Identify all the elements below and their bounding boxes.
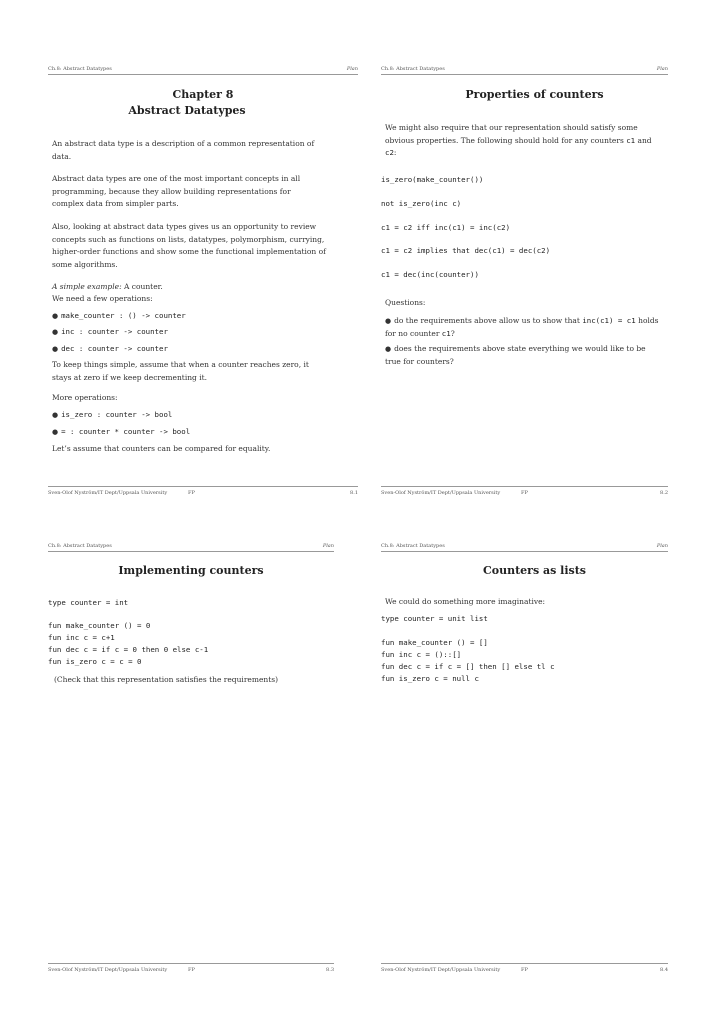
example-label: A simple example: xyxy=(52,282,122,291)
operation-signature: dec : counter -> counter xyxy=(61,344,168,353)
slide-header xyxy=(381,543,668,552)
slide-2 xyxy=(381,66,668,500)
inline-code: inc(c1) = c1 xyxy=(582,316,636,325)
footer-course: FP xyxy=(521,490,528,496)
operation-signature: inc : counter -> counter xyxy=(61,327,168,336)
paragraph: An abstract data type is a description of a common representation of data. xyxy=(52,139,315,161)
list-item xyxy=(52,310,186,323)
slide-header xyxy=(48,66,358,75)
slide-3 xyxy=(48,543,334,979)
code-line: fun is_zero c = c = 0 xyxy=(48,657,142,666)
page-number: 8.4 xyxy=(660,967,668,973)
operation-signature: = : counter * counter -> bool xyxy=(61,427,191,436)
slide-footer xyxy=(381,486,668,498)
slide-footer xyxy=(381,963,668,975)
bullet-icon: ● xyxy=(52,312,59,320)
questions-label: Questions: xyxy=(385,298,426,307)
code-line: is_zero(make_counter()) xyxy=(381,175,484,184)
intro-text: We might also require that our representation should satisfy some obvious properties. The following should hold for any counters xyxy=(385,123,638,145)
example-line xyxy=(52,281,322,294)
code-line: fun make_counter () = [] xyxy=(381,638,488,647)
paragraph: Abstract data types are one of the most important concepts in all programming, because they allow building representations for complex data from simpler parts. xyxy=(52,174,301,208)
slide-4 xyxy=(381,543,668,979)
question-text: does the requirements above state everything we would like to be true for counters? xyxy=(385,344,646,366)
header-chapter: Ch.8: Abstract Datatypes xyxy=(48,66,112,72)
code-line: fun make_counter () = 0 xyxy=(48,621,151,630)
code-line: type counter = int xyxy=(48,598,129,607)
header-chapter: Ch.8: Abstract Datatypes xyxy=(381,66,445,72)
slide-header xyxy=(381,66,668,75)
code-line: c1 = dec(inc(counter)) xyxy=(381,270,479,279)
chapter-number: Chapter 8 xyxy=(172,88,234,101)
list-item xyxy=(52,343,168,356)
question-text: do the requirements above allow us to show that xyxy=(394,316,580,325)
header-plan-link[interactable]: Plan xyxy=(346,66,358,72)
page-number: 8.3 xyxy=(326,967,334,973)
list-item xyxy=(52,426,190,439)
page-number: 8.2 xyxy=(660,490,668,496)
bullet-icon: ● xyxy=(385,317,392,325)
question-end: ? xyxy=(450,328,455,338)
more-ops-label: More operations: xyxy=(52,393,118,402)
slide-header xyxy=(48,543,334,552)
slide-1 xyxy=(48,66,358,500)
code-line: type counter = unit list xyxy=(381,614,488,623)
bullet-icon: ● xyxy=(52,428,59,436)
list-item xyxy=(52,409,172,422)
code-line: c1 = c2 implies that dec(c1) = dec(c2) xyxy=(381,246,551,255)
page-title: Abstract Datatypes xyxy=(128,104,246,117)
code-line: not is_zero(inc c) xyxy=(381,199,462,208)
bullet-icon: ● xyxy=(52,328,59,336)
slide-footer xyxy=(48,486,358,498)
note: (Check that this representation satisfies the requirements) xyxy=(54,675,279,684)
paragraph: Also, looking at abstract data types gives us an opportunity to review concepts such as functions on lists, datatypes, polymorphism, currying, higher-order functions and show some the functional implementation of some algorithms. xyxy=(52,222,326,269)
operation-signature: is_zero : counter -> bool xyxy=(61,410,173,419)
list-item xyxy=(52,326,168,339)
paragraph: We could do something more imaginative: xyxy=(385,597,546,606)
list-item xyxy=(385,343,661,368)
code-line: c1 = c2 iff inc(c1) = inc(c2) xyxy=(381,223,511,232)
footer-course: FP xyxy=(188,967,195,973)
list-item xyxy=(385,315,665,340)
operation-signature: make_counter : () -> counter xyxy=(61,311,186,320)
header-plan-link[interactable]: Plan xyxy=(656,66,668,72)
footer-author: Sven-Olof Nyström/IT Dept/Uppsala University xyxy=(48,967,168,973)
slide-footer xyxy=(48,963,334,975)
var-c2: c2 xyxy=(385,148,394,157)
page-title: Implementing counters xyxy=(118,564,264,577)
example-text: A counter. xyxy=(124,282,163,291)
footer-course: FP xyxy=(521,967,528,973)
bullet-icon: ● xyxy=(385,345,392,353)
code-line: fun inc c = c+1 xyxy=(48,633,115,642)
paragraph xyxy=(385,122,657,160)
header-plan-link[interactable]: Plan xyxy=(322,543,334,549)
page-title: Properties of counters xyxy=(465,88,604,101)
question-text: holds for no counter xyxy=(385,316,659,338)
paragraph: To keep things simple, assume that when a counter reaches zero, it stays at zero if we keep decrementing it. xyxy=(52,360,309,382)
code-line: fun is_zero c = null c xyxy=(381,674,479,683)
page-title: Counters as lists xyxy=(483,564,586,577)
footer-author: Sven-Olof Nyström/IT Dept/Uppsala University xyxy=(381,967,501,973)
header-chapter: Ch.8: Abstract Datatypes xyxy=(381,543,445,549)
code-line: fun dec c = if c = 0 then 0 else c-1 xyxy=(48,645,209,654)
footer-course: FP xyxy=(188,490,195,496)
intro-and: and xyxy=(637,135,652,145)
bullet-icon: ● xyxy=(52,411,59,419)
code-line: fun inc c = ()::[] xyxy=(381,650,462,659)
code-line: fun dec c = if c = [] then [] else tl c xyxy=(381,662,555,671)
bullet-icon: ● xyxy=(52,345,59,353)
var-c1: c1 xyxy=(626,135,636,145)
footer-author: Sven-Olof Nyström/IT Dept/Uppsala University xyxy=(381,490,501,496)
footer-author: Sven-Olof Nyström/IT Dept/Uppsala University xyxy=(48,490,168,496)
paragraph: Let’s assume that counters can be compared for equality. xyxy=(52,444,271,453)
page-number: 8.1 xyxy=(350,490,358,496)
ops-intro: We need a few operations: xyxy=(52,294,153,303)
inline-code: c1 xyxy=(441,328,451,338)
header-plan-link[interactable]: Plan xyxy=(656,543,668,549)
header-chapter: Ch.8: Abstract Datatypes xyxy=(48,543,112,549)
intro-end: : xyxy=(393,148,397,157)
